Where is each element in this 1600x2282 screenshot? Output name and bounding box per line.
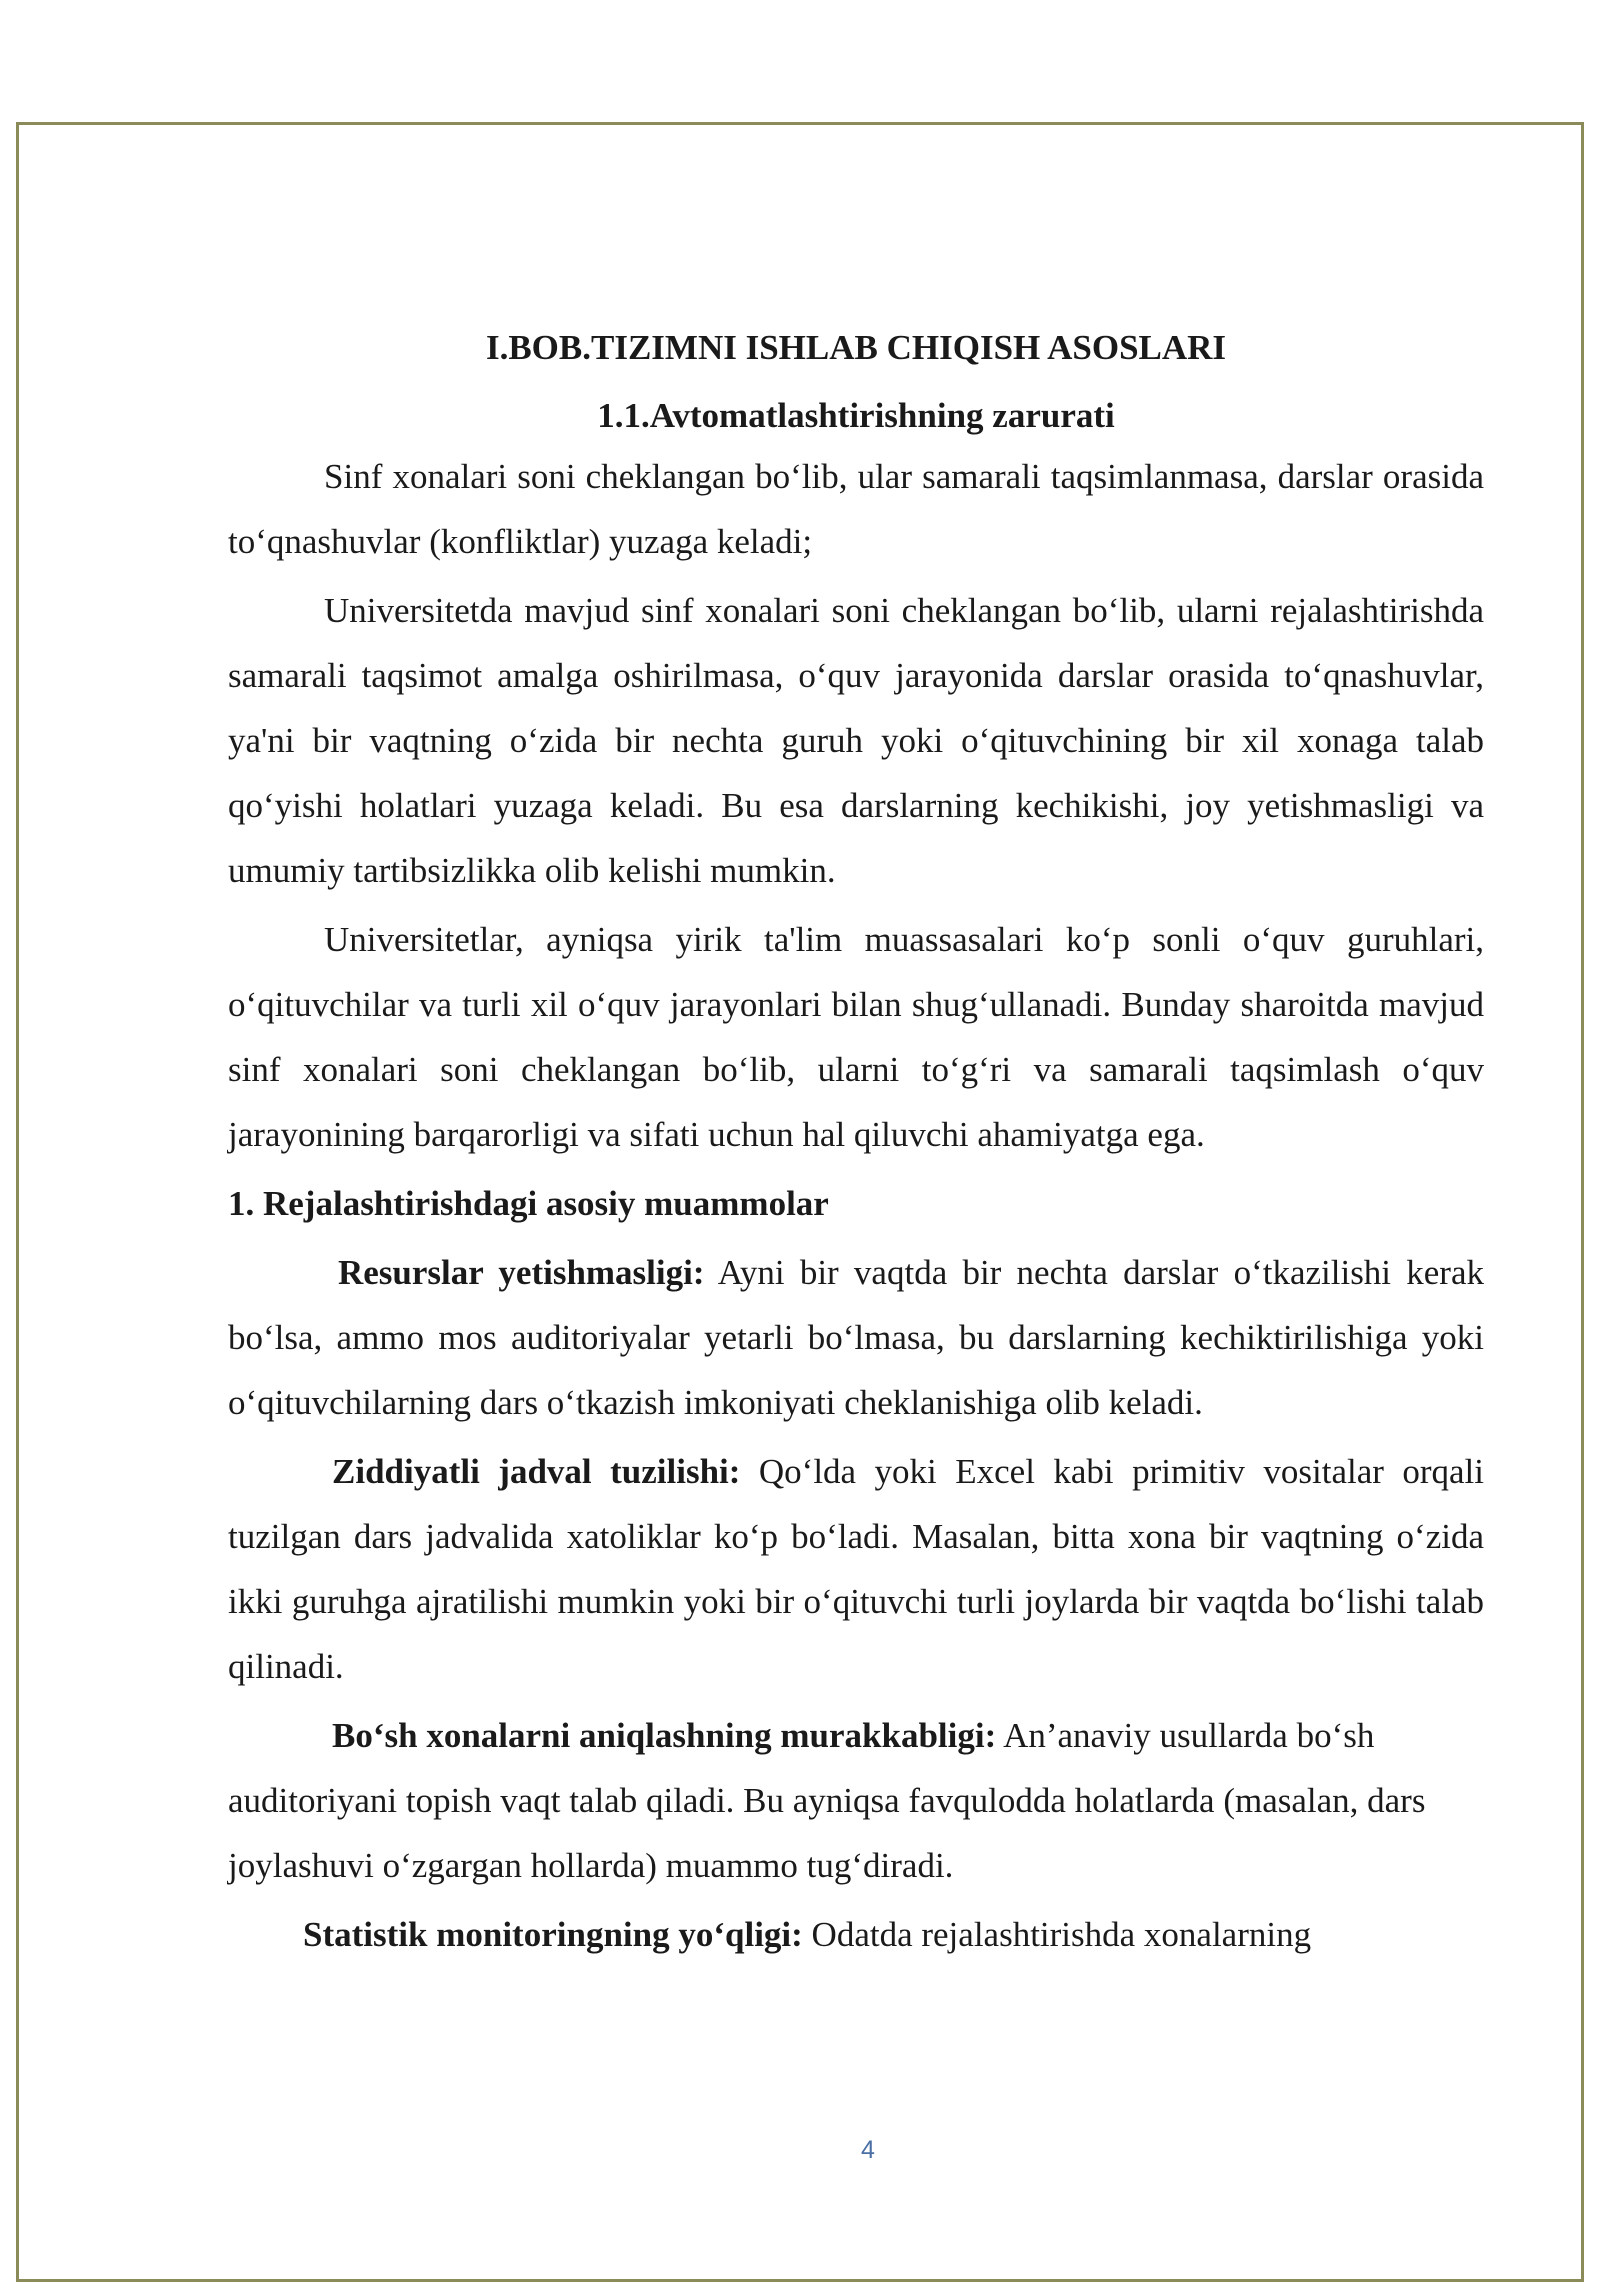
- item-resources-text: Ayni bir vaqtda bir nechta darslar o‘tkazilishi kerak bo‘lsa, ammo mos auditoriyalar yetarli bo‘lmasa, bu darslarning kechiktirilishiga yoki o‘qituvchilarning dars o‘tkazish imkoniyati cheklanishiga olib keladi.: [228, 1253, 1484, 1422]
- item-resources: [228, 1240, 1484, 1435]
- item-free-rooms-text: An’anaviy usullarda bo‘sh auditoriyani topish vaqt talab qiladi. Bu ayniqsa favqulodda holatlarda (masalan, dars joylashuvi o‘zgargan hollarda) muammo tug‘diradi.: [228, 1716, 1426, 1885]
- document-body: [228, 322, 1484, 1971]
- item-conflict-text: Qo‘lda yoki Excel kabi primitiv vositalar orqali tuzilgan dars jadvalida xatoliklar ko‘p bo‘ladi. Masalan, bitta xona bir vaqtning o‘zida ikki guruhga ajratilishi mumkin yoki bir o‘qituvchi turli joylarda bir vaqtda bo‘lishi talab qilinadi.: [228, 1452, 1485, 1686]
- item-free-rooms: [228, 1703, 1484, 1898]
- item-statistics-term: Statistik monitoringning yo‘qligi:: [303, 1915, 803, 1954]
- item-free-rooms-term: Bo‘sh xonalarni aniqlashning murakkabligi:: [332, 1716, 997, 1755]
- item-conflict-term: Ziddiyatli jadval tuzilishi:: [332, 1452, 741, 1491]
- page-number: 4: [861, 2136, 875, 2164]
- paragraph-1: Sinf xonalari soni cheklangan bo‘lib, ular samarali taqsimlanmasa, darslar orasida to‘qnashuvlar (konfliktlar) yuzaga keladi;: [228, 457, 1484, 561]
- paragraph-3: Universitetlar, ayniqsa yirik ta'lim muassasalari ko‘p sonli o‘quv guruhlari, o‘qituvchilar va turli xil o‘quv jarayonlari bilan shug‘ullanadi. Bunday sharoitda mavjud sinf xonalari soni cheklangan bo‘lib, ularni to‘g‘ri va samarali taqsimlash o‘quv jarayonining barqarorligi va sifati uchun hal qiluvchi ahamiyatga ega.: [228, 920, 1484, 1154]
- paragraph-2: Universitetda mavjud sinf xonalari soni cheklangan bo‘lib, ularni rejalashtirishda samarali taqsimot amalga oshirilmasa, o‘quv jarayonida darslar orasida to‘qnashuvlar, ya'ni bir vaqtning o‘zida bir nechta guruh yoki o‘qituvchining bir xil xonaga talab qo‘yishi holatlari yuzaga keladi. Bu esa darslarning kechikishi, joy yetishmasligi va umumiy tartibsizlikka olib kelishi mumkin.: [228, 591, 1484, 890]
- section-title: 1.1.Avtomatlashtirishning zarurati: [597, 396, 1115, 435]
- chapter-title: I.BOB.TIZIMNI ISHLAB CHIQISH ASOSLARI: [485, 328, 1227, 367]
- item-statistics: [228, 1902, 1484, 1967]
- item-conflict: [228, 1439, 1484, 1699]
- item-statistics-text: Odatda rejalashtirishda xonalarning: [802, 1915, 1312, 1954]
- item-resources-term: Resurslar yetishmasligi:: [338, 1253, 705, 1292]
- subsection-title: 1. Rejalashtirishdagi asosiy muammolar: [228, 1184, 829, 1223]
